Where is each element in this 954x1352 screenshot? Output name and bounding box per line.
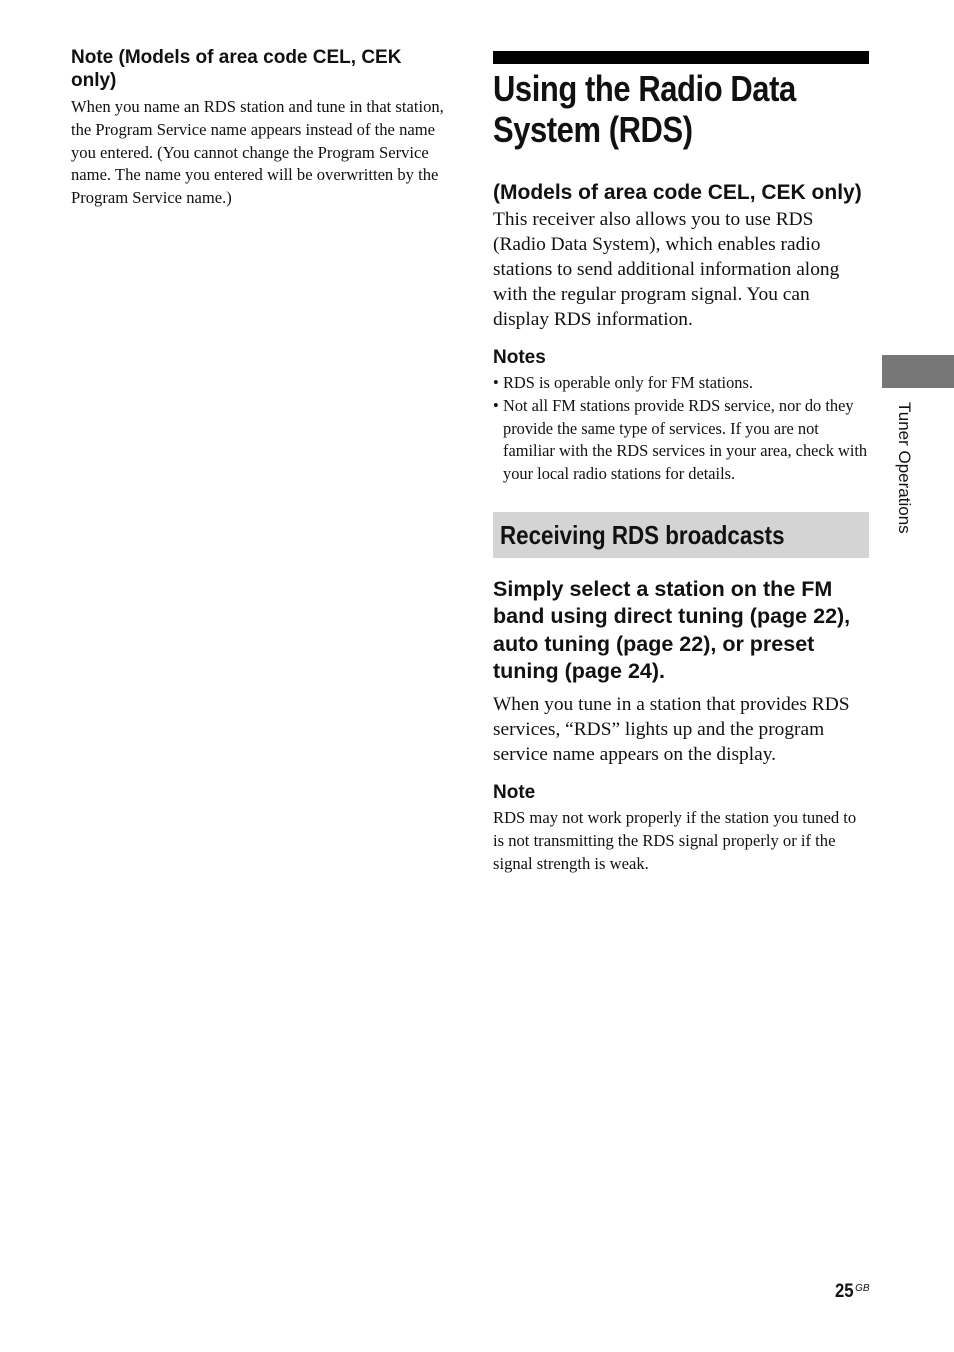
list-item — [493, 395, 869, 486]
models-subheading: (Models of area code CEL, CEK only) — [493, 181, 862, 204]
bullet-icon: • — [493, 395, 499, 415]
bullet-icon: • — [493, 373, 499, 392]
section-title: Receiving RDS broadcasts — [500, 519, 785, 550]
intro-paragraph: This receiver also allows you to use RDS (Radio Data System), which enables radio stations to send additional information along with the regular program signal. You can display RDS information. — [493, 209, 840, 330]
list-item — [493, 372, 869, 395]
chapter-tab-label — [893, 402, 915, 577]
page-number-value: 25 — [835, 1281, 854, 1302]
chapter-label-text: Tuner Operations — [895, 402, 914, 534]
chapter-tab-marker — [882, 355, 954, 388]
page-number — [835, 1281, 870, 1303]
notes-list — [493, 372, 869, 486]
page-number-suffix: GB — [855, 1283, 870, 1294]
title-rule — [493, 51, 869, 64]
step-heading: Simply select a station on the FM band using direct tuning (page 22), auto tuning (page 22), or preset tuning (page 24). — [493, 576, 851, 684]
section-band — [493, 512, 869, 558]
left-note-heading: Note (Models of area code CEL, CEK only) — [71, 47, 402, 91]
note-heading: Note — [493, 781, 536, 803]
note-item-text: Not all FM stations provide RDS service, nor do they provide the same type of services. If you are not familiar with the RDS services in your area, check with your local radio stations for details. — [503, 395, 868, 484]
left-column — [71, 46, 446, 210]
note-item-text: RDS is operable only for FM stations. — [503, 373, 753, 392]
right-column — [493, 51, 869, 875]
left-note-text: When you name an RDS station and tune in that station, the Program Service name appears instead of the name you entered. (You cannot change the Program Service name. The name you entered will be overwritten by the Program Service name.) — [71, 97, 444, 208]
note-paragraph: RDS may not work properly if the station you tuned to is not transmitting the RDS signal properly or if the signal strength is weak. — [493, 807, 857, 873]
notes-heading: Notes — [493, 347, 546, 368]
page-title: Using the Radio Data System (RDS) — [493, 68, 796, 150]
step-paragraph: When you tune in a station that provides RDS services, “RDS” lights up and the program service name appears on the display. — [493, 693, 850, 765]
